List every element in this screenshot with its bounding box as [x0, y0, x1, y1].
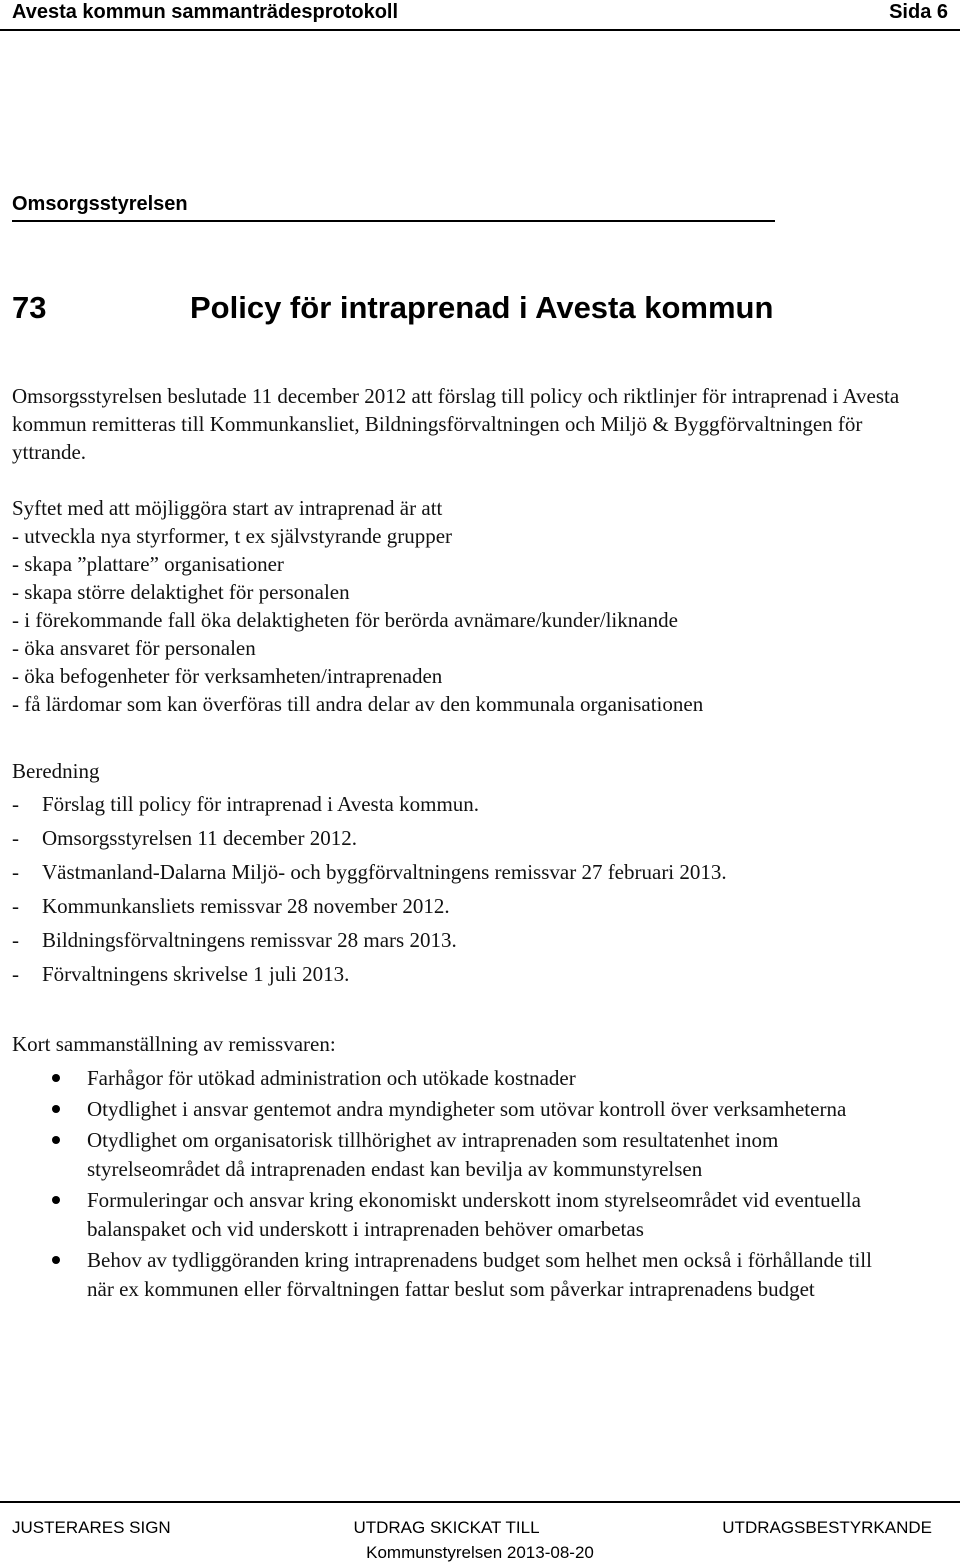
summary-section	[12, 1030, 920, 1306]
summary-item-text: Otydlighet i ansvar gentemot andra myndigheter som utövar kontroll över verksamheterna	[87, 1097, 847, 1121]
summary-heading: Kort sammanställning av remissvaren:	[12, 1032, 336, 1056]
paragraph-number: 73	[12, 290, 47, 325]
purpose-item: - få lärdomar som kan överföras till andra delar av den kommunala organisationen	[12, 692, 704, 716]
footer-certification-label: UTDRAGSBESTYRKANDE	[722, 1518, 932, 1537]
beredning-heading: Beredning	[12, 759, 100, 783]
beredning-item	[12, 821, 920, 855]
beredning-item	[12, 855, 920, 889]
dash-marker: -	[12, 962, 19, 986]
beredning-item-text: Förslag till policy för intraprenad i Avesta kommun.	[42, 792, 480, 816]
summary-item-text: Formuleringar och ansvar kring ekonomiskt underskott inom styrelseområdet vid eventuella balanspaket och vid underskott i intraprenaden behöver omarbetas	[87, 1188, 861, 1241]
bullet-icon	[12, 1126, 87, 1184]
summary-item	[12, 1064, 880, 1093]
summary-list	[12, 1064, 920, 1304]
beredning-item	[12, 889, 920, 923]
dash-marker: -	[12, 860, 19, 884]
purpose-item: - skapa större delaktighet för personalen	[12, 580, 350, 604]
footer-divider	[0, 1501, 960, 1503]
bullet-icon	[12, 1246, 87, 1304]
page-header	[12, 0, 948, 24]
bullet-icon	[12, 1186, 87, 1244]
dash-marker: -	[12, 928, 19, 952]
section-name: Omsorgsstyrelsen	[12, 193, 188, 215]
purpose-item: - utveckla nya styrformer, t ex självstyrande grupper	[12, 524, 453, 548]
bullet-icon	[12, 1064, 87, 1093]
beredning-item-text: Bildningsförvaltningens remissvar 28 mars 2013.	[42, 928, 457, 952]
summary-item-text: Otydlighet om organisatorisk tillhörighet av intraprenaden som resultatenhet inom styrelseområdet då intraprenaden endast kan bevilja av kommunstyrelsen	[87, 1128, 779, 1181]
header-divider	[0, 29, 960, 31]
document-title: Avesta kommun sammanträdesprotokoll	[12, 0, 399, 23]
footer-sent-to-label: UTDRAG SKICKAT TILL	[353, 1518, 540, 1537]
summary-item	[12, 1246, 880, 1304]
purpose-list	[12, 522, 920, 718]
paragraph-heading	[12, 290, 948, 326]
purpose-item: - öka befogenheter för verksamheten/intraprenaden	[12, 664, 443, 688]
bullet-icon	[12, 1095, 87, 1124]
beredning-item	[12, 787, 920, 821]
intro-paragraph	[12, 382, 920, 466]
beredning-item	[12, 923, 920, 957]
section-underline	[12, 220, 775, 222]
page-footer	[12, 1518, 932, 1538]
beredning-item-text: Kommunkansliets remissvar 28 november 2012.	[42, 894, 450, 918]
purpose-item: - i förekommande fall öka delaktigheten för berörda avnämare/kunder/liknande	[12, 608, 678, 632]
dash-marker: -	[12, 894, 19, 918]
summary-item	[12, 1186, 880, 1244]
purpose-section	[12, 494, 920, 718]
summary-item-text: Behov av tydliggöranden kring intraprenadens budget som helhet men också i förhållande till när ex kommunen eller förvaltningen fattar beslut som påverkar intraprenadens budget	[87, 1248, 872, 1301]
beredning-list	[12, 787, 920, 991]
paragraph-title: Policy för intraprenad i Avesta kommun	[190, 290, 774, 325]
summary-item-text: Farhågor för utökad administration och utökade kostnader	[87, 1066, 576, 1090]
purpose-item: - skapa ”plattare” organisationer	[12, 552, 284, 576]
summary-item	[12, 1126, 880, 1184]
dash-marker: -	[12, 792, 19, 816]
dash-marker: -	[12, 826, 19, 850]
intro-text: Omsorgsstyrelsen beslutade 11 december 2012 att förslag till policy och riktlinjer för intraprenad i Avesta kommun remitteras till Kommunkansliet, Bildningsförvaltningen och Miljö & Byggförvaltningen för yttrande.	[12, 384, 900, 464]
beredning-section	[12, 757, 920, 991]
beredning-item-text: Förvaltningens skrivelse 1 juli 2013.	[42, 962, 350, 986]
footer-signature-label: JUSTERARES SIGN	[12, 1518, 171, 1537]
purpose-item: - öka ansvaret för personalen	[12, 636, 256, 660]
beredning-item-text: Omsorgsstyrelsen 11 december 2012.	[42, 826, 357, 850]
purpose-lead: Syftet med att möjliggöra start av intraprenad är att	[12, 496, 443, 520]
page-number: Sida 6	[889, 0, 948, 23]
beredning-item-text: Västmanland-Dalarna Miljö- och byggförvaltningens remissvar 27 februari 2013.	[42, 860, 727, 884]
beredning-item	[12, 957, 920, 991]
summary-item	[12, 1095, 880, 1124]
footer-recipient: Kommunstyrelsen 2013-08-20	[366, 1543, 594, 1562]
